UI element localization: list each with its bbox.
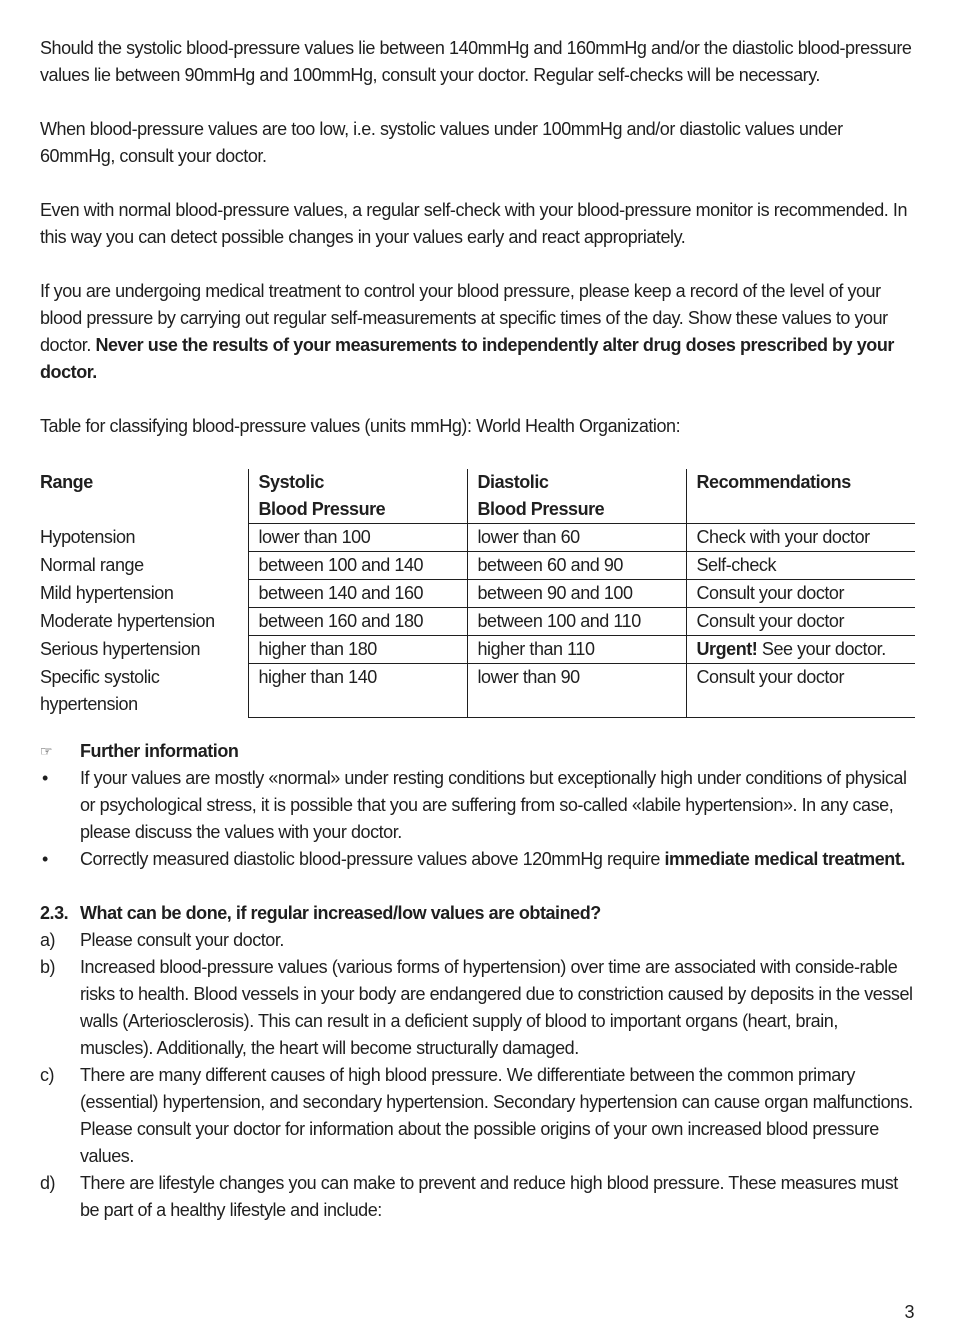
paragraph-normal-values: Even with normal blood-pressure values, a regular self-check with your blood-pressure monitor is recommended. In this way you can detect possible changes in your values early and react appropriately.	[40, 200, 908, 247]
paragraph-systolic-range: Should the systolic blood-pressure values lie between 140mmHg and 160mmHg and/or the diastolic blood-pressure values lie between 90mmHg and 100mmHg, consult your doctor. Regular self-checks will be necessary.	[40, 38, 912, 85]
section-title: What can be done, if regular increased/low values are obtained?	[80, 903, 601, 923]
list-item	[40, 846, 915, 873]
list-item	[40, 1170, 915, 1224]
header-diastolic	[467, 469, 686, 524]
urgent-text: See your doctor.	[757, 639, 886, 659]
cell-range: Normal range	[40, 554, 144, 575]
table-intro: Table for classifying blood-pressure values (units mmHg): World Health Organization:	[40, 416, 681, 436]
cell-systolic: higher than 180	[248, 636, 467, 664]
cell-systolic: between 100 and 140	[248, 552, 467, 580]
list-item-normal-text: Correctly measured diastolic blood-pressure values above 120mmHg require	[80, 849, 665, 869]
further-information-list	[40, 765, 915, 873]
table-row	[40, 664, 915, 718]
table-row	[40, 580, 915, 608]
warning-text: Never use the results of your measurements to independently alter drug doses prescribed by your doctor.	[40, 335, 894, 382]
list-item-bold-text: immediate medical treatment.	[664, 849, 905, 869]
table-row	[40, 524, 915, 552]
list-item-text	[80, 846, 915, 873]
further-information	[40, 738, 915, 873]
cell-diastolic: between 60 and 90	[467, 552, 686, 580]
list-marker: c)	[40, 1065, 55, 1085]
cell-diastolic: lower than 60	[467, 524, 686, 552]
section-number: 2.3.	[40, 903, 69, 923]
cell-range: Moderate hypertension	[40, 610, 215, 631]
header-diastolic-line1: Diastolic	[477, 472, 549, 492]
paragraph-medical-treatment	[40, 278, 915, 386]
cell-recommendation	[686, 636, 915, 664]
header-systolic	[248, 469, 467, 524]
list-marker: d)	[40, 1173, 56, 1193]
list-item-text: If your values are mostly «normal» under resting conditions but exceptionally high under conditions of physical or psychological stress, it is possible that you are suffering from so-called «labile hypertension». In any case, please discuss the values with your doctor.	[80, 768, 907, 842]
cell-systolic: between 160 and 180	[248, 608, 467, 636]
header-range: Range	[40, 472, 93, 492]
header-systolic-line2: Blood Pressure	[258, 499, 386, 519]
cell-recommendation: Consult your doctor	[686, 608, 915, 636]
pointing-hand-icon: ☞	[40, 743, 53, 759]
cell-range: Specific systolic hypertension	[40, 666, 160, 714]
cell-systolic: higher than 140	[248, 664, 467, 718]
list-item-text: Please consult your doctor.	[80, 930, 284, 950]
list-item-text: Increased blood-pressure values (various forms of hypertension) over time are associated with conside-rable risks to health. Blood vessels in your body are endangered due to constriction caused by deposits in the vessel walls (Arteriosclerosis). This can result in a deficient supply of blood to important organs (heart, brain, muscles). Additionally, the heart will become structurally damaged.	[80, 957, 913, 1058]
list-item	[40, 954, 915, 1062]
list-marker: b)	[40, 957, 56, 977]
table-row	[40, 608, 915, 636]
cell-recommendation: Self-check	[686, 552, 915, 580]
header-systolic-line1: Systolic	[258, 472, 324, 492]
cell-recommendation: Consult your doctor	[686, 664, 915, 718]
cell-diastolic: between 90 and 100	[467, 580, 686, 608]
list-item-text: There are many different causes of high blood pressure. We differentiate between the common primary (essential) hypertension, and secondary hypertension. Secondary hypertension can cause organ malfunctions. Please consult your doctor for information about the possible origins of your own increased blood pressure values.	[80, 1065, 913, 1166]
cell-systolic: between 140 and 160	[248, 580, 467, 608]
bullet-marker: •	[42, 849, 48, 869]
classification-table	[40, 469, 915, 718]
further-information-heading	[40, 738, 915, 765]
urgent-label: Urgent!	[696, 639, 758, 659]
further-information-title: Further information	[80, 741, 239, 761]
list-item	[40, 1062, 915, 1170]
header-diastolic-line2: Blood Pressure	[477, 499, 605, 519]
cell-systolic: lower than 100	[248, 524, 467, 552]
list-marker: a)	[40, 930, 56, 950]
list-item	[40, 765, 915, 846]
list-item	[40, 927, 915, 954]
cell-recommendation: Check with your doctor	[686, 524, 915, 552]
cell-range: Hypotension	[40, 526, 136, 547]
header-recommendations: Recommendations	[686, 469, 915, 524]
cell-diastolic: higher than 110	[467, 636, 686, 664]
cell-diastolic: lower than 90	[467, 664, 686, 718]
table-row	[40, 552, 915, 580]
table-header-row	[40, 469, 915, 524]
cell-diastolic: between 100 and 110	[467, 608, 686, 636]
bullet-marker: •	[42, 768, 48, 788]
page-number: 3	[904, 1302, 914, 1322]
section-2-3	[40, 900, 915, 1224]
section-heading	[40, 900, 915, 927]
section-list	[40, 927, 915, 1224]
cell-range: Serious hypertension	[40, 638, 201, 659]
cell-recommendation: Consult your doctor	[686, 580, 915, 608]
cell-range: Mild hypertension	[40, 582, 174, 603]
table-row	[40, 636, 915, 664]
paragraph-low-values: When blood-pressure values are too low, i.e. systolic values under 100mmHg and/or diastolic values under 60mmHg, consult your doctor.	[40, 119, 843, 166]
medical-treatment-text: If you are undergoing medical treatment to control your blood pressure, please keep a record of the level of your blood pressure by carrying out regular self-measurements at specific times of the day. Show these values to your doctor.	[40, 281, 888, 355]
list-item-text: There are lifestyle changes you can make to prevent and reduce high blood pressure. These measures must be part of a healthy lifestyle and include:	[80, 1173, 898, 1220]
document-page	[40, 35, 915, 1224]
